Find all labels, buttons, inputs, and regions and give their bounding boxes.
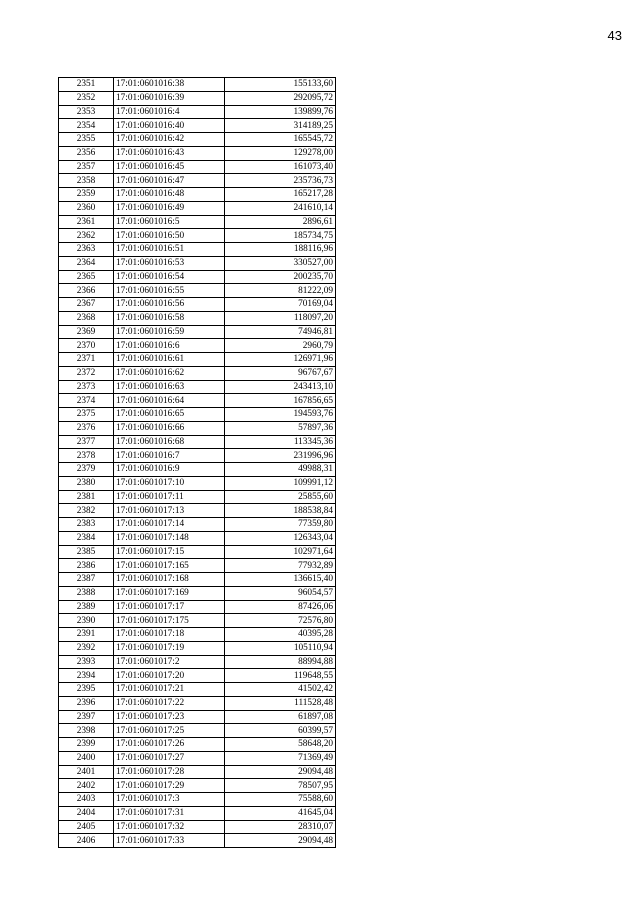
table-row: [59, 463, 336, 477]
value-cell: 41645,04: [225, 806, 336, 820]
value-cell: 72576,80: [225, 614, 336, 628]
cadastral-number-cell: 17:01:0601016:40: [114, 119, 225, 133]
value-cell: 165545,72: [225, 133, 336, 147]
cadastral-number-cell: 17:01:0601016:66: [114, 421, 225, 435]
row-number-cell: 2389: [59, 600, 114, 614]
cadastral-number-cell: 17:01:0601017:25: [114, 724, 225, 738]
table-row: [59, 366, 336, 380]
table-row: [59, 311, 336, 325]
row-number-cell: 2395: [59, 683, 114, 697]
value-cell: 102971,64: [225, 545, 336, 559]
cadastral-number-cell: 17:01:0601016:7: [114, 449, 225, 463]
cadastral-number-cell: 17:01:0601017:23: [114, 710, 225, 724]
table-row: [59, 215, 336, 229]
value-cell: 292095,72: [225, 91, 336, 105]
cadastral-number-cell: 17:01:0601016:59: [114, 325, 225, 339]
value-cell: 136615,40: [225, 573, 336, 587]
row-number-cell: 2355: [59, 133, 114, 147]
value-cell: 88994,88: [225, 655, 336, 669]
row-number-cell: 2367: [59, 298, 114, 312]
table-row: [59, 325, 336, 339]
value-cell: 61897,08: [225, 710, 336, 724]
table-row: [59, 545, 336, 559]
row-number-cell: 2399: [59, 738, 114, 752]
cadastral-number-cell: 17:01:0601016:58: [114, 311, 225, 325]
table-row: [59, 779, 336, 793]
cadastral-number-cell: 17:01:0601016:49: [114, 201, 225, 215]
value-cell: 25855,60: [225, 490, 336, 504]
cadastral-number-cell: 17:01:0601016:54: [114, 270, 225, 284]
row-number-cell: 2406: [59, 834, 114, 848]
cadastral-number-cell: 17:01:0601017:2: [114, 655, 225, 669]
row-number-cell: 2373: [59, 380, 114, 394]
row-number-cell: 2362: [59, 229, 114, 243]
row-number-cell: 2386: [59, 559, 114, 573]
row-number-cell: 2374: [59, 394, 114, 408]
value-cell: 28310,07: [225, 820, 336, 834]
table-body: [59, 78, 336, 848]
row-number-cell: 2371: [59, 353, 114, 367]
row-number-cell: 2364: [59, 256, 114, 270]
row-number-cell: 2394: [59, 669, 114, 683]
value-cell: 241610,14: [225, 201, 336, 215]
table-row: [59, 229, 336, 243]
table-row: [59, 78, 336, 92]
cadastral-number-cell: 17:01:0601017:18: [114, 628, 225, 642]
cadastral-number-cell: 17:01:0601016:50: [114, 229, 225, 243]
value-cell: 113345,36: [225, 435, 336, 449]
cadastral-number-cell: 17:01:0601016:68: [114, 435, 225, 449]
cadastral-number-cell: 17:01:0601016:51: [114, 243, 225, 257]
cadastral-value-table: [58, 77, 336, 848]
row-number-cell: 2396: [59, 696, 114, 710]
value-cell: 41502,42: [225, 683, 336, 697]
cadastral-number-cell: 17:01:0601016:9: [114, 463, 225, 477]
value-cell: 185734,75: [225, 229, 336, 243]
table-row: [59, 133, 336, 147]
value-cell: 109991,12: [225, 476, 336, 490]
row-number-cell: 2383: [59, 518, 114, 532]
cadastral-number-cell: 17:01:0601017:13: [114, 504, 225, 518]
value-cell: 40395,28: [225, 628, 336, 642]
value-cell: 139899,76: [225, 105, 336, 119]
value-cell: 77359,80: [225, 518, 336, 532]
table-row: [59, 476, 336, 490]
value-cell: 78507,95: [225, 779, 336, 793]
cadastral-number-cell: 17:01:0601017:29: [114, 779, 225, 793]
cadastral-number-cell: 17:01:0601016:6: [114, 339, 225, 353]
table-row: [59, 531, 336, 545]
row-number-cell: 2401: [59, 765, 114, 779]
cadastral-number-cell: 17:01:0601017:19: [114, 641, 225, 655]
table-row: [59, 696, 336, 710]
cadastral-number-cell: 17:01:0601017:10: [114, 476, 225, 490]
value-cell: 2960,79: [225, 339, 336, 353]
value-cell: 71369,49: [225, 751, 336, 765]
value-cell: 165217,28: [225, 188, 336, 202]
table-row: [59, 119, 336, 133]
row-number-cell: 2369: [59, 325, 114, 339]
row-number-cell: 2365: [59, 270, 114, 284]
table-row: [59, 600, 336, 614]
cadastral-number-cell: 17:01:0601016:65: [114, 408, 225, 422]
table-row: [59, 573, 336, 587]
page-number: 43: [607, 28, 622, 43]
cadastral-number-cell: 17:01:0601017:28: [114, 765, 225, 779]
table-row: [59, 105, 336, 119]
table-row: [59, 628, 336, 642]
cadastral-number-cell: 17:01:0601017:20: [114, 669, 225, 683]
row-number-cell: 2353: [59, 105, 114, 119]
value-cell: 77932,89: [225, 559, 336, 573]
row-number-cell: 2381: [59, 490, 114, 504]
row-number-cell: 2380: [59, 476, 114, 490]
cadastral-number-cell: 17:01:0601017:21: [114, 683, 225, 697]
row-number-cell: 2354: [59, 119, 114, 133]
value-cell: 70169,04: [225, 298, 336, 312]
row-number-cell: 2404: [59, 806, 114, 820]
cadastral-number-cell: 17:01:0601017:165: [114, 559, 225, 573]
value-cell: 126971,96: [225, 353, 336, 367]
table-row: [59, 298, 336, 312]
cadastral-number-cell: 17:01:0601017:168: [114, 573, 225, 587]
table-row: [59, 765, 336, 779]
cadastral-number-cell: 17:01:0601017:27: [114, 751, 225, 765]
table-row: [59, 160, 336, 174]
table-row: [59, 724, 336, 738]
cadastral-number-cell: 17:01:0601016:56: [114, 298, 225, 312]
cadastral-number-cell: 17:01:0601016:62: [114, 366, 225, 380]
cadastral-number-cell: 17:01:0601017:169: [114, 586, 225, 600]
cadastral-number-cell: 17:01:0601016:55: [114, 284, 225, 298]
row-number-cell: 2375: [59, 408, 114, 422]
table-row: [59, 793, 336, 807]
row-number-cell: 2392: [59, 641, 114, 655]
table-row: [59, 751, 336, 765]
table-row: [59, 806, 336, 820]
value-cell: 60399,57: [225, 724, 336, 738]
row-number-cell: 2391: [59, 628, 114, 642]
value-cell: 194593,76: [225, 408, 336, 422]
cadastral-number-cell: 17:01:0601017:33: [114, 834, 225, 848]
value-cell: 105110,94: [225, 641, 336, 655]
row-number-cell: 2360: [59, 201, 114, 215]
value-cell: 96054,57: [225, 586, 336, 600]
value-cell: 87426,06: [225, 600, 336, 614]
row-number-cell: 2402: [59, 779, 114, 793]
table-row: [59, 353, 336, 367]
value-cell: 200235,70: [225, 270, 336, 284]
table-row: [59, 394, 336, 408]
value-cell: 161073,40: [225, 160, 336, 174]
table-row: [59, 421, 336, 435]
value-cell: 29094,48: [225, 834, 336, 848]
table-row: [59, 586, 336, 600]
row-number-cell: 2385: [59, 545, 114, 559]
value-cell: 111528,48: [225, 696, 336, 710]
row-number-cell: 2352: [59, 91, 114, 105]
cadastral-number-cell: 17:01:0601017:15: [114, 545, 225, 559]
value-cell: 235736,73: [225, 174, 336, 188]
cadastral-number-cell: 17:01:0601016:4: [114, 105, 225, 119]
table-row: [59, 614, 336, 628]
table-row: [59, 518, 336, 532]
cadastral-number-cell: 17:01:0601016:38: [114, 78, 225, 92]
table-row: [59, 559, 336, 573]
table-row: [59, 270, 336, 284]
value-cell: 49988,31: [225, 463, 336, 477]
row-number-cell: 2366: [59, 284, 114, 298]
table-row: [59, 738, 336, 752]
cadastral-number-cell: 17:01:0601016:47: [114, 174, 225, 188]
row-number-cell: 2405: [59, 820, 114, 834]
row-number-cell: 2351: [59, 78, 114, 92]
value-cell: 58648,20: [225, 738, 336, 752]
value-cell: 118097,20: [225, 311, 336, 325]
value-cell: 231996,96: [225, 449, 336, 463]
table-row: [59, 820, 336, 834]
cadastral-number-cell: 17:01:0601017:17: [114, 600, 225, 614]
value-cell: 74946,81: [225, 325, 336, 339]
table-row: [59, 710, 336, 724]
table-row: [59, 683, 336, 697]
row-number-cell: 2359: [59, 188, 114, 202]
row-number-cell: 2378: [59, 449, 114, 463]
value-cell: 188538,84: [225, 504, 336, 518]
value-cell: 188116,96: [225, 243, 336, 257]
row-number-cell: 2387: [59, 573, 114, 587]
row-number-cell: 2398: [59, 724, 114, 738]
row-number-cell: 2388: [59, 586, 114, 600]
value-cell: 243413,10: [225, 380, 336, 394]
value-cell: 314189,25: [225, 119, 336, 133]
value-cell: 81222,09: [225, 284, 336, 298]
table-row: [59, 449, 336, 463]
cadastral-number-cell: 17:01:0601017:11: [114, 490, 225, 504]
row-number-cell: 2361: [59, 215, 114, 229]
value-cell: 96767,67: [225, 366, 336, 380]
cadastral-number-cell: 17:01:0601017:148: [114, 531, 225, 545]
row-number-cell: 2397: [59, 710, 114, 724]
cadastral-number-cell: 17:01:0601016:43: [114, 146, 225, 160]
row-number-cell: 2379: [59, 463, 114, 477]
row-number-cell: 2384: [59, 531, 114, 545]
cadastral-number-cell: 17:01:0601017:3: [114, 793, 225, 807]
row-number-cell: 2368: [59, 311, 114, 325]
row-number-cell: 2403: [59, 793, 114, 807]
cadastral-number-cell: 17:01:0601016:63: [114, 380, 225, 394]
value-cell: 29094,48: [225, 765, 336, 779]
table-row: [59, 490, 336, 504]
row-number-cell: 2358: [59, 174, 114, 188]
cadastral-number-cell: 17:01:0601016:45: [114, 160, 225, 174]
table-row: [59, 256, 336, 270]
cadastral-number-cell: 17:01:0601017:32: [114, 820, 225, 834]
row-number-cell: 2370: [59, 339, 114, 353]
table-row: [59, 91, 336, 105]
row-number-cell: 2377: [59, 435, 114, 449]
table-row: [59, 641, 336, 655]
table-row: [59, 408, 336, 422]
cadastral-number-cell: 17:01:0601017:31: [114, 806, 225, 820]
value-cell: 129278,00: [225, 146, 336, 160]
row-number-cell: 2376: [59, 421, 114, 435]
table-row: [59, 380, 336, 394]
table-row: [59, 669, 336, 683]
cadastral-number-cell: 17:01:0601017:175: [114, 614, 225, 628]
row-number-cell: 2363: [59, 243, 114, 257]
row-number-cell: 2393: [59, 655, 114, 669]
value-cell: 75588,60: [225, 793, 336, 807]
cadastral-number-cell: 17:01:0601016:42: [114, 133, 225, 147]
table-row: [59, 504, 336, 518]
cadastral-number-cell: 17:01:0601016:48: [114, 188, 225, 202]
row-number-cell: 2372: [59, 366, 114, 380]
value-cell: 155133,60: [225, 78, 336, 92]
row-number-cell: 2356: [59, 146, 114, 160]
row-number-cell: 2390: [59, 614, 114, 628]
table-row: [59, 435, 336, 449]
value-cell: 330527,00: [225, 256, 336, 270]
table-row: [59, 655, 336, 669]
table-row: [59, 339, 336, 353]
cadastral-number-cell: 17:01:0601016:61: [114, 353, 225, 367]
row-number-cell: 2357: [59, 160, 114, 174]
value-cell: 126343,04: [225, 531, 336, 545]
table-row: [59, 174, 336, 188]
cadastral-number-cell: 17:01:0601016:39: [114, 91, 225, 105]
cadastral-number-cell: 17:01:0601016:53: [114, 256, 225, 270]
cadastral-number-cell: 17:01:0601016:64: [114, 394, 225, 408]
value-cell: 57897,36: [225, 421, 336, 435]
row-number-cell: 2382: [59, 504, 114, 518]
table-row: [59, 243, 336, 257]
value-cell: 119648,55: [225, 669, 336, 683]
cadastral-number-cell: 17:01:0601017:26: [114, 738, 225, 752]
value-cell: 2896,61: [225, 215, 336, 229]
row-number-cell: 2400: [59, 751, 114, 765]
value-cell: 167856,65: [225, 394, 336, 408]
cadastral-number-cell: 17:01:0601017:22: [114, 696, 225, 710]
table-row: [59, 284, 336, 298]
table-row: [59, 188, 336, 202]
table-row: [59, 146, 336, 160]
table-row: [59, 834, 336, 848]
cadastral-number-cell: 17:01:0601016:5: [114, 215, 225, 229]
table-row: [59, 201, 336, 215]
cadastral-number-cell: 17:01:0601017:14: [114, 518, 225, 532]
